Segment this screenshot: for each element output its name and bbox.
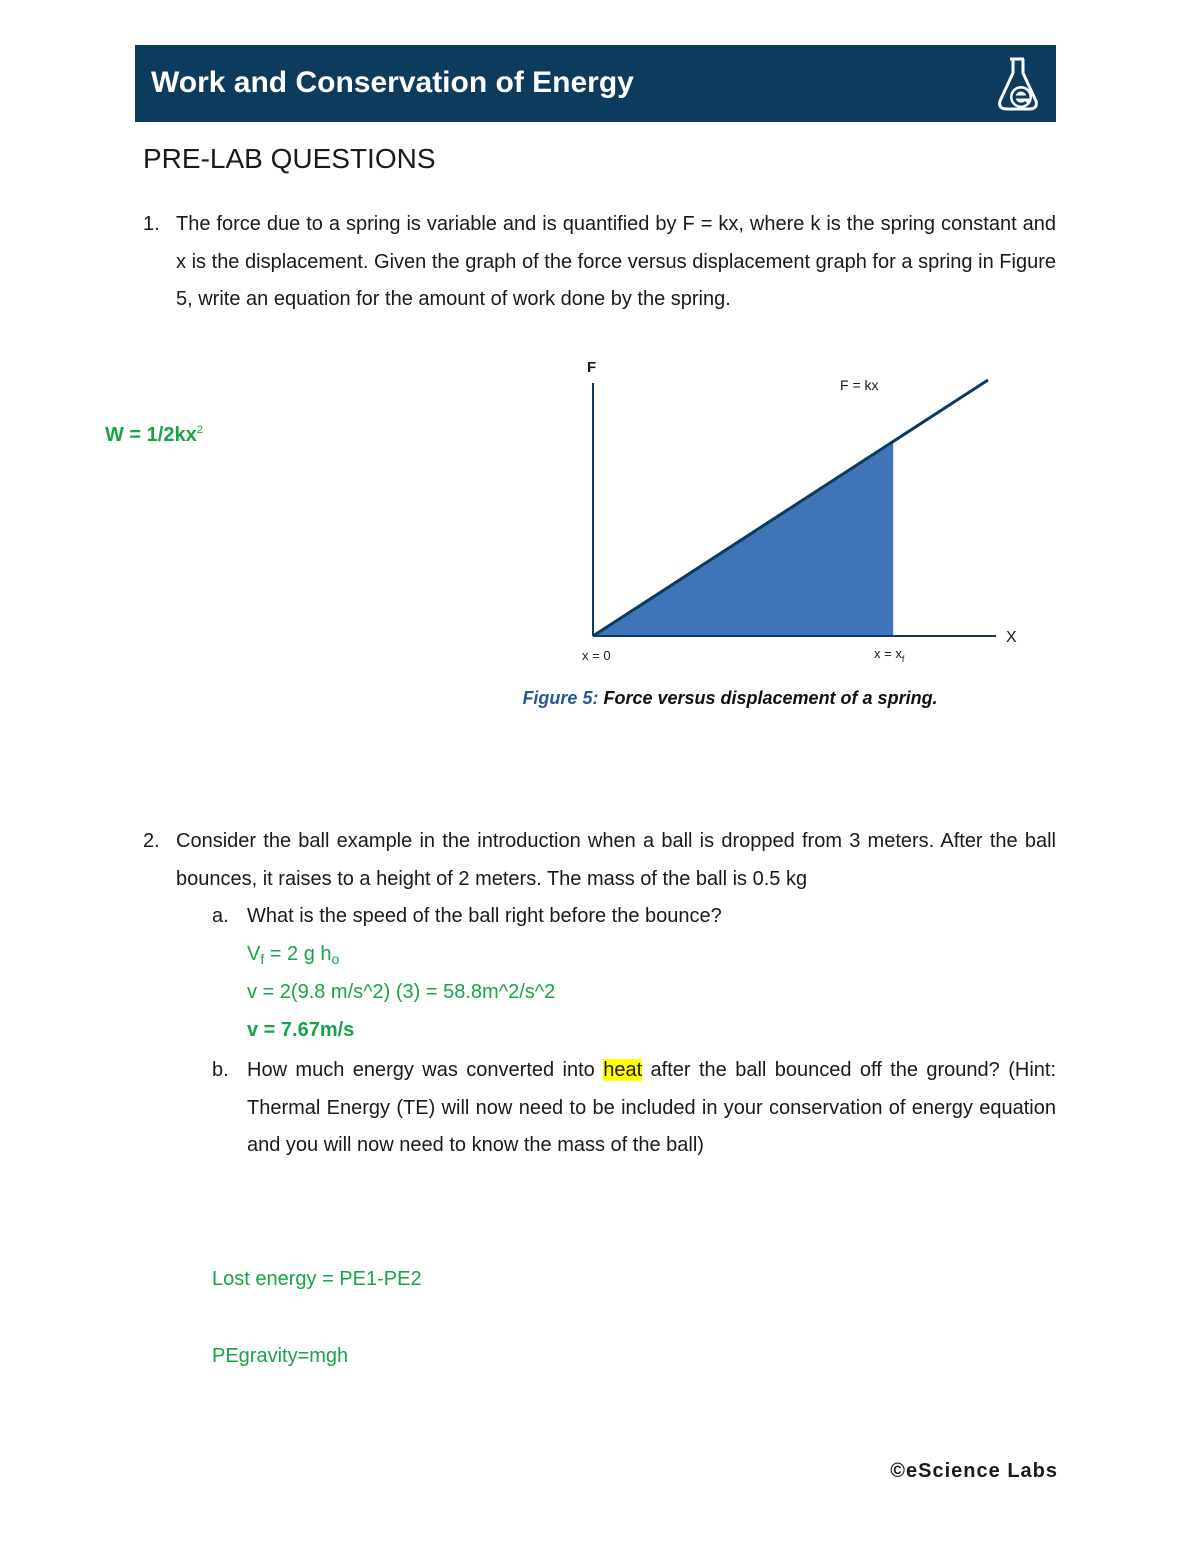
question-2a-text: What is the speed of the ball right before the bounce?	[247, 905, 722, 927]
answer-2a-line-3: v = 7.67m/s	[247, 1019, 355, 1041]
question-2b-text	[247, 1052, 1056, 1165]
page-title: Work and Conservation of Energy	[151, 66, 634, 99]
highlighted-word: heat	[603, 1059, 643, 1081]
question-1-answer	[105, 424, 203, 447]
question-2-text: Consider the ball example in the introduction when a ball is dropped from 3 meters. After the ball bounces, it raises to a height of 2 meters. The mass of the ball is 0.5 kg	[176, 830, 1056, 890]
answer-2a-sub-o: o	[331, 951, 340, 967]
footer-copyright: ©eScience Labs	[890, 1460, 1058, 1482]
x-final-text: x = x	[874, 646, 902, 661]
x-axis-label: X	[1006, 629, 1017, 646]
answer-2a-line-2: v = 2(9.8 m/s^2) (3) = 58.8m^2/s^2	[247, 981, 556, 1003]
question-1-number: 1.	[143, 213, 160, 235]
figure-caption	[380, 688, 1080, 709]
answer-2a-eq: = 2 g h	[264, 943, 332, 965]
answer-2a-v: V	[247, 943, 261, 965]
x-final-label	[874, 646, 905, 664]
question-2b-text-after: after the ball bounced off the ground? (Hint: Thermal Energy (TE) will now need to be included in your conservation of energy equation and you will now need to know the mass of the ball)	[247, 1059, 1056, 1156]
question-2b-text-before: How much energy was converted into	[247, 1059, 604, 1081]
answer-2a-sub-f: f	[260, 951, 265, 967]
question-2a-letter: a.	[212, 905, 229, 927]
line-label: F = kx	[840, 377, 879, 393]
answer-2b-line-2: PEgravity=mgh	[212, 1345, 349, 1367]
answer-exponent: 2	[196, 424, 203, 436]
section-title: PRE-LAB QUESTIONS	[143, 143, 436, 174]
x-final-subscript: f	[901, 654, 905, 664]
question-1-text: The force due to a spring is variable and is quantified by F = kx, where k is the spring constant and x is the displacement. Given the graph of the force versus displacement graph for a spring in Figure 5, write an equation for the amount of work done by the spring.	[176, 213, 1056, 310]
header-banner	[135, 45, 1056, 122]
force-displacement-chart	[560, 350, 1040, 680]
answer-formula: W = 1/2kx	[105, 424, 197, 446]
flask-logo-icon	[992, 53, 1044, 113]
question-2-number: 2.	[143, 830, 160, 852]
figure-caption-label: Figure 5:	[522, 688, 599, 708]
answer-2a-line-1	[247, 943, 339, 967]
answer-2b-line-1: Lost energy = PE1-PE2	[212, 1268, 422, 1290]
x-origin-label: x = 0	[582, 648, 611, 663]
figure-caption-text: Force versus displacement of a spring.	[598, 688, 938, 708]
y-axis-label: F	[587, 359, 597, 376]
question-2b-letter: b.	[212, 1059, 229, 1081]
